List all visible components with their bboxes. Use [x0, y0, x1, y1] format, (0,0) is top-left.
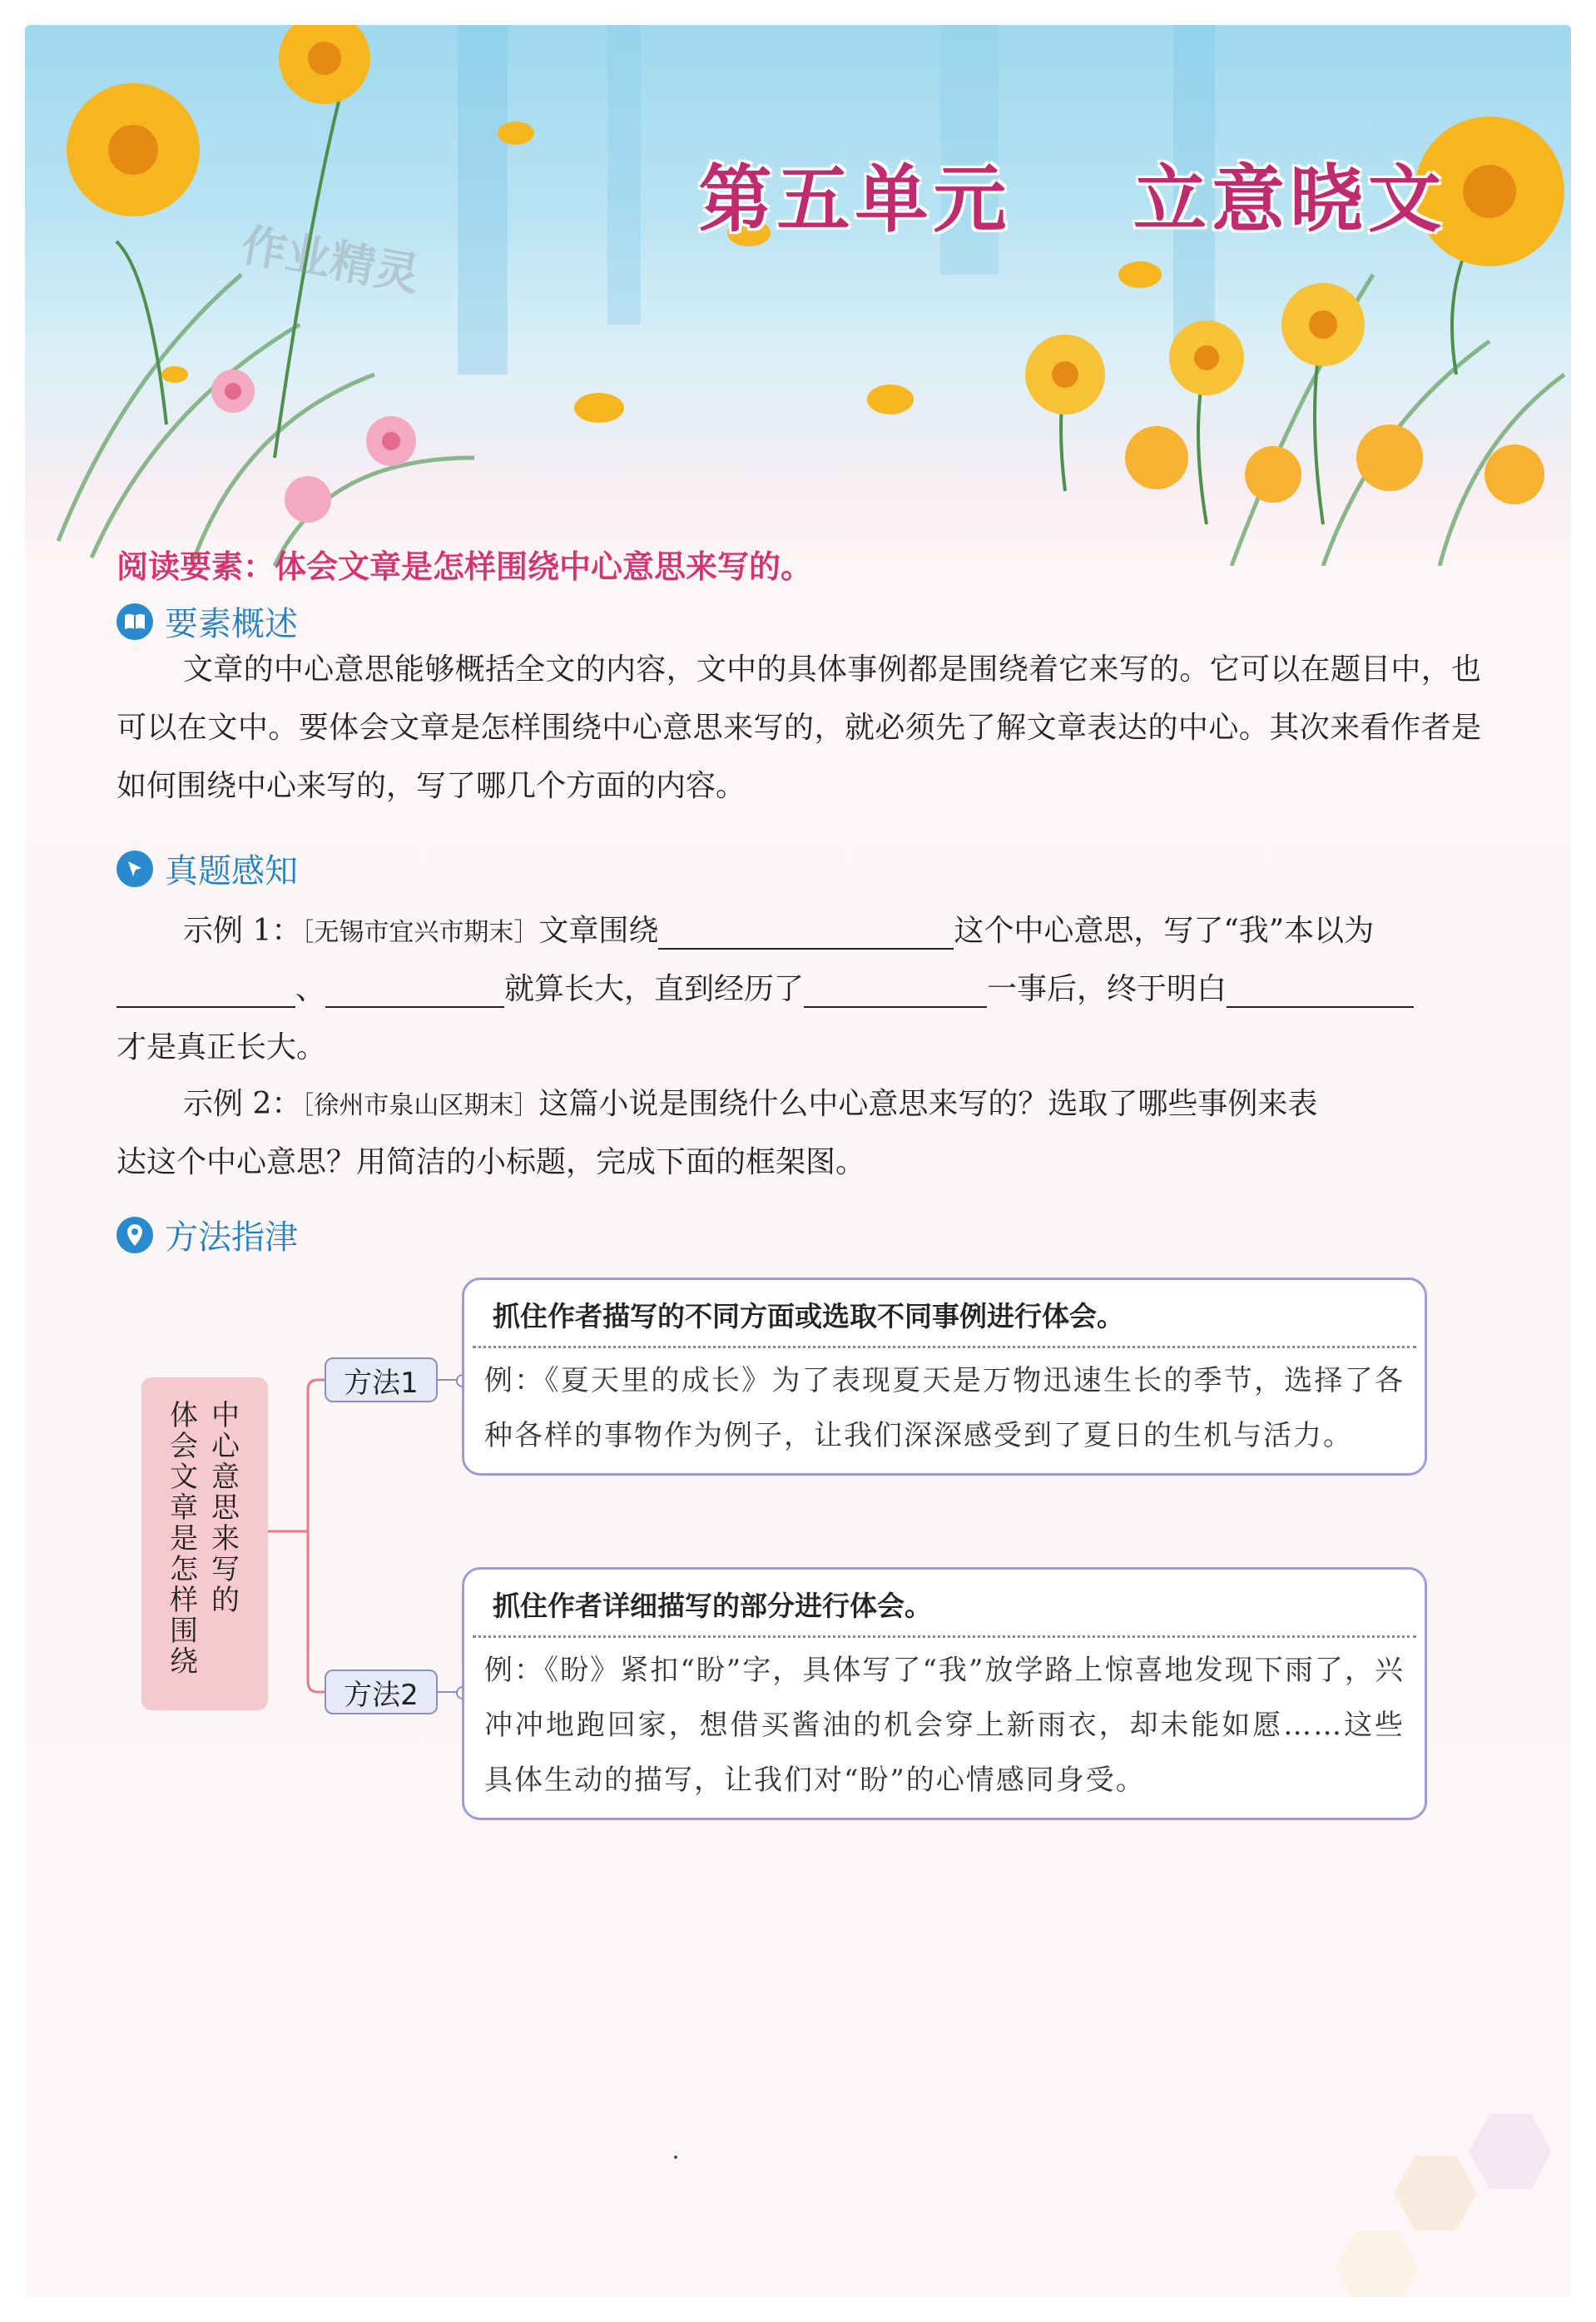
center-char: 绕	[170, 1645, 198, 1679]
center-char: 意	[211, 1461, 240, 1494]
center-col-1	[211, 1401, 240, 1710]
center-char: 体	[170, 1399, 198, 1432]
method2-heading: 抓住作者详细描写的部分进行体会。	[473, 1570, 1416, 1638]
center-char: 的	[211, 1584, 240, 1617]
diagram-center-box	[141, 1377, 268, 1710]
center-char: 样	[170, 1584, 198, 1617]
example1-line1: 示例 1：［无锡市宜兴市期末］文章围绕 这个中心意思，写了“我”本以为	[183, 907, 1374, 950]
example2-line1: 示例 2：［徐州市泉山区期末］这篇小说是围绕什么中心意思来写的？选取了哪些事例来表	[183, 1087, 1318, 1121]
center-char: 章	[170, 1491, 198, 1525]
section-method-title: 方法指津	[165, 1218, 298, 1257]
center-char: 写	[211, 1553, 240, 1586]
overview-paragraph: 文章的中心意思能够概括全文的内容，文中的具体事例都是围绕着它来写的。它可以在题目中，也可以在文中。要体会文章是怎样围绕中心意思来写的，就必须先了解文章表达的中心。其次来看作者是如何围绕中心来写的，写了哪几个方面的内容。	[116, 652, 1481, 803]
unit-title: 第五单元 立意晓文	[698, 156, 1446, 242]
method1-body: 例：《夏天里的成长》为了表现夏天是万物迅速生长的季节，选择了各种各样的事物作为例子，让我们深深感受到了夏日的生机与活力。	[484, 1364, 1405, 1452]
method2-tag: 方法2	[325, 1670, 438, 1714]
page-dot	[674, 2156, 677, 2159]
method1-heading: 抓住作者描写的不同方面或选取不同事例进行体会。	[473, 1280, 1416, 1348]
watermark: 作业精灵	[237, 218, 424, 302]
decorative-hexagons	[1323, 2106, 1571, 2297]
method1-box	[462, 1278, 1427, 1476]
center-char: 会	[170, 1430, 198, 1463]
method2-box	[462, 1567, 1427, 1820]
center-char: 来	[211, 1522, 240, 1555]
center-char: 文	[170, 1461, 198, 1494]
example2-line2: 达这个中心意思？用简洁的小标题，完成下面的框架图。	[116, 1145, 866, 1179]
method2-body: 例：《盼》紧扣“盼”字，具体写了“我”放学路上惊喜地发现下雨了，兴冲冲地跑回家，想借买酱油的机会穿上新雨衣，却未能如愿……这些具体生动的描写，让我们对“盼”的心情感同身受。	[484, 1654, 1405, 1797]
diagram-connectors	[25, 25, 1571, 2297]
section-examples-title: 真题感知	[165, 852, 298, 891]
example1-line2: 、 就算长大，直到经历了 一事后，终于明白	[116, 965, 1414, 1008]
reading-element: 阅读要素：体会文章是怎样围绕中心意思来写的。	[116, 548, 813, 585]
center-char: 思	[211, 1491, 240, 1525]
example1-line3: 才是真正长大。	[116, 1030, 327, 1064]
center-char: 心	[211, 1430, 240, 1463]
center-col-2	[170, 1401, 198, 1710]
center-char: 怎	[170, 1553, 198, 1586]
page	[25, 25, 1571, 2297]
center-char: 中	[211, 1399, 240, 1432]
center-char: 是	[170, 1522, 198, 1555]
section-overview-title: 要素概述	[165, 605, 298, 643]
center-char: 围	[170, 1615, 198, 1648]
method1-tag: 方法1	[325, 1357, 438, 1402]
